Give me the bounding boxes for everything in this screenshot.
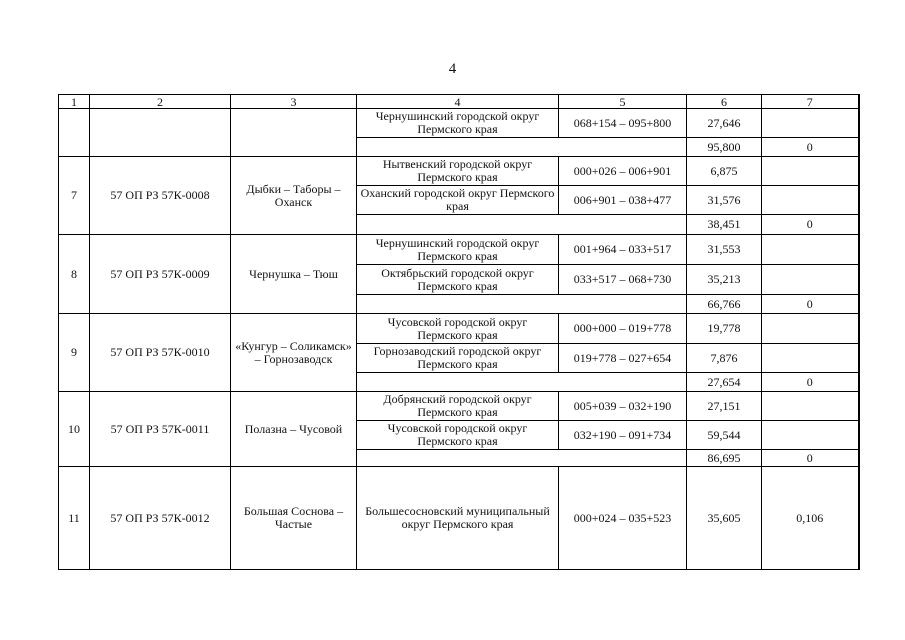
length-cell: 31,576 <box>687 186 762 215</box>
road-code-cell: 57 ОП РЗ 57К-0011 <box>90 392 231 467</box>
district-cell: Чернушинский городской округ Пермского края <box>357 109 559 138</box>
roads-table <box>58 94 860 570</box>
length-cell: 19,778 <box>687 314 762 344</box>
table-row <box>59 392 859 421</box>
total-col7-cell: 0 <box>762 138 859 157</box>
length-cell: 35,213 <box>687 265 762 295</box>
col7-cell <box>762 265 859 295</box>
road-code-cell: 57 ОП РЗ 57К-0012 <box>90 467 231 570</box>
district-cell: Чусовской городской округ Пермского края <box>357 421 559 450</box>
column-number: 4 <box>357 95 559 109</box>
road-number-cell: 7 <box>59 157 90 235</box>
col7-cell <box>762 235 859 265</box>
total-spacer-cell <box>357 450 687 467</box>
road-number-cell <box>59 109 90 157</box>
district-cell: Большесосновский муниципальный округ Пермского края <box>357 467 559 570</box>
road-number-cell: 10 <box>59 392 90 467</box>
table-row <box>59 109 859 138</box>
total-col7-cell: 0 <box>762 450 859 467</box>
road-name-cell: Полазна – Чусовой <box>231 392 357 467</box>
district-cell: Чусовской городской округ Пермского края <box>357 314 559 344</box>
road-name-cell: Дыбки – Таборы – Оханск <box>231 157 357 235</box>
table-row <box>59 157 859 186</box>
district-cell: Октябрьский городской округ Пермского края <box>357 265 559 295</box>
km-range-cell: 019+778 – 027+654 <box>559 344 687 373</box>
district-cell: Оханский городской округ Пермского края <box>357 186 559 215</box>
road-code-cell <box>90 109 231 157</box>
road-name-cell: Чернушка – Тюш <box>231 235 357 314</box>
km-range-cell: 005+039 – 032+190 <box>559 392 687 421</box>
col7-cell <box>762 344 859 373</box>
district-cell: Горнозаводский городской округ Пермского края <box>357 344 559 373</box>
km-range-cell: 000+026 – 006+901 <box>559 157 687 186</box>
road-code-cell: 57 ОП РЗ 57К-0010 <box>90 314 231 392</box>
km-range-cell: 001+964 – 033+517 <box>559 235 687 265</box>
road-name-cell <box>231 109 357 157</box>
total-length-cell: 27,654 <box>687 373 762 392</box>
road-name-cell: «Кунгур – Соликамск» – Горнозаводск <box>231 314 357 392</box>
table-row <box>59 235 859 265</box>
column-number: 5 <box>559 95 687 109</box>
total-col7-cell: 0 <box>762 295 859 314</box>
col7-cell <box>762 186 859 215</box>
km-range-cell: 006+901 – 038+477 <box>559 186 687 215</box>
col7-cell <box>762 421 859 450</box>
total-length-cell: 86,695 <box>687 450 762 467</box>
road-code-cell: 57 ОП РЗ 57К-0008 <box>90 157 231 235</box>
road-code-cell: 57 ОП РЗ 57К-0009 <box>90 235 231 314</box>
total-length-cell: 38,451 <box>687 215 762 235</box>
length-cell: 59,544 <box>687 421 762 450</box>
column-number: 1 <box>59 95 90 109</box>
total-length-cell: 66,766 <box>687 295 762 314</box>
col7-cell <box>762 392 859 421</box>
page-number: 4 <box>448 61 457 77</box>
table-row <box>59 467 859 570</box>
total-length-cell: 95,800 <box>687 138 762 157</box>
total-spacer-cell <box>357 138 687 157</box>
km-range-cell: 000+024 – 035+523 <box>559 467 687 570</box>
length-cell: 31,553 <box>687 235 762 265</box>
length-cell: 27,151 <box>687 392 762 421</box>
col7-cell <box>762 109 859 138</box>
length-cell: 35,605 <box>687 467 762 570</box>
table-row <box>59 314 859 344</box>
column-number: 6 <box>687 95 762 109</box>
km-range-cell: 000+000 – 019+778 <box>559 314 687 344</box>
total-spacer-cell <box>357 295 687 314</box>
total-col7-cell: 0 <box>762 215 859 235</box>
length-cell: 6,875 <box>687 157 762 186</box>
district-cell: Нытвенский городской округ Пермского края <box>357 157 559 186</box>
district-cell: Добрянский городской округ Пермского края <box>357 392 559 421</box>
column-number: 7 <box>762 95 859 109</box>
column-numbers-row <box>59 95 859 109</box>
column-number: 3 <box>231 95 357 109</box>
total-spacer-cell <box>357 215 687 235</box>
col7-cell <box>762 157 859 186</box>
column-number: 2 <box>90 95 231 109</box>
km-range-cell: 032+190 – 091+734 <box>559 421 687 450</box>
km-range-cell: 068+154 – 095+800 <box>559 109 687 138</box>
total-spacer-cell <box>357 373 687 392</box>
length-cell: 27,646 <box>687 109 762 138</box>
district-cell: Чернушинский городской округ Пермского края <box>357 235 559 265</box>
col7-cell <box>762 314 859 344</box>
road-number-cell: 9 <box>59 314 90 392</box>
road-name-cell: Большая Соснова – Частые <box>231 467 357 570</box>
road-number-cell: 8 <box>59 235 90 314</box>
col7-cell: 0,106 <box>762 467 859 570</box>
length-cell: 7,876 <box>687 344 762 373</box>
total-col7-cell: 0 <box>762 373 859 392</box>
road-number-cell: 11 <box>59 467 90 570</box>
km-range-cell: 033+517 – 068+730 <box>559 265 687 295</box>
